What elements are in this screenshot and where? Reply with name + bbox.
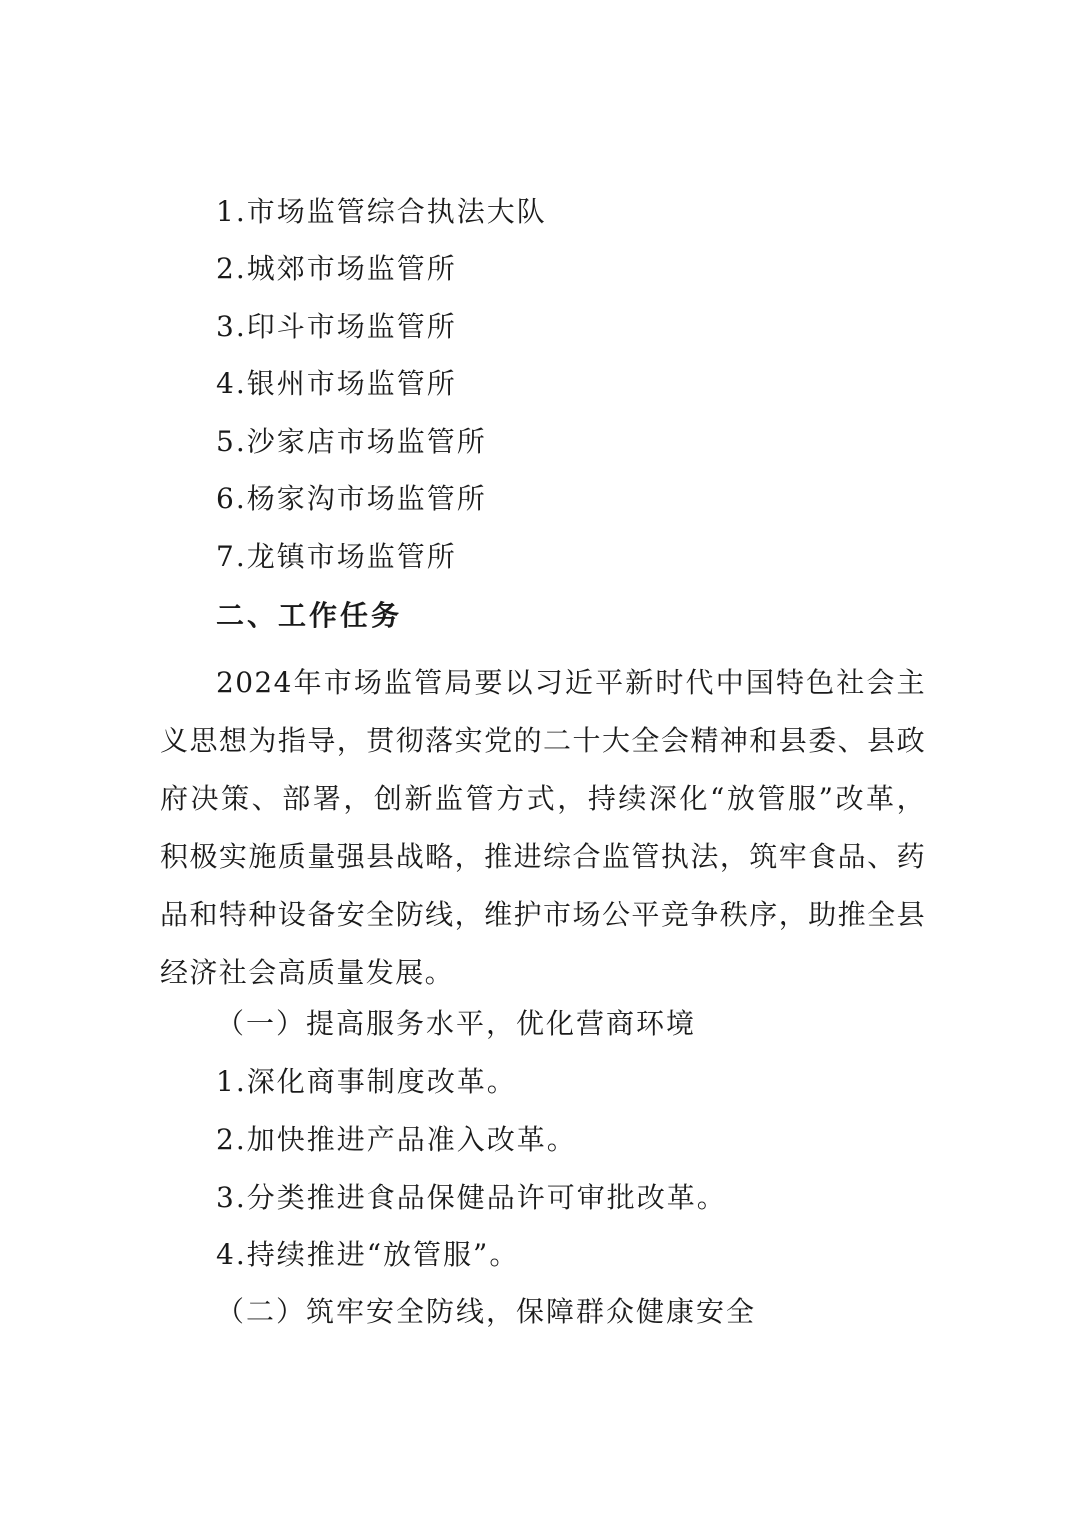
work-tasks-paragraph: 2024年市场监管局要以习近平新时代中国特色社会主义思想为指导，贯彻落实党的二十大全会精神和县委、县政府决策、部署，创新监管方式，持续深化“放管服”改革，积极实施质量强县战略，推进综合监管执法，筑牢食品、药品和特种设备安全防线，维护市场公平竞争秩序，助推全县经济社会高质量发展。 xyxy=(160,666,926,989)
unit-item-7: 7.龙镇市场监管所 xyxy=(216,540,457,573)
task-item-3: 3.分类推进食品保健品许可审批改革。 xyxy=(216,1181,727,1214)
section-heading-work-tasks: 二、工作任务 xyxy=(216,599,403,632)
unit-item-4: 4.银州市场监管所 xyxy=(216,367,457,400)
subsection-heading-2: （二）筑牢安全防线，保障群众健康安全 xyxy=(216,1295,757,1328)
unit-item-2: 2.城郊市场监管所 xyxy=(216,252,457,285)
task-item-4: 4.持续推进“放管服”。 xyxy=(216,1238,520,1271)
unit-item-5: 5.沙家店市场监管所 xyxy=(216,425,487,458)
unit-item-6: 6.杨家沟市场监管所 xyxy=(216,482,487,515)
task-item-2: 2.加快推进产品准入改革。 xyxy=(216,1123,577,1156)
subsection-heading-1: （一）提高服务水平，优化营商环境 xyxy=(216,1007,697,1040)
unit-item-3: 3.印斗市场监管所 xyxy=(216,310,457,343)
task-item-1: 1.深化商事制度改革。 xyxy=(216,1065,517,1098)
unit-item-1: 1.市场监管综合执法大队 xyxy=(216,195,547,228)
